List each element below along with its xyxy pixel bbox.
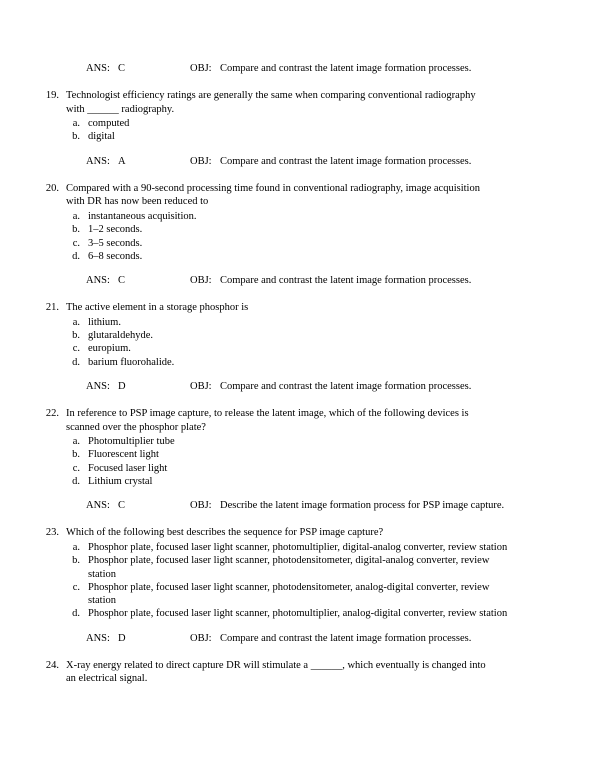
choice-text: barium fluorohalide. — [88, 356, 175, 368]
choice-text: computed — [88, 118, 130, 130]
ans-label: ANS: — [86, 500, 110, 512]
choice-letter: c. — [72, 343, 80, 355]
choice-text: Phosphor plate, focused laser light scanner, photodensitometer, digital-analog converter, review station — [88, 555, 490, 580]
choice-text: Photomultiplier tube — [88, 436, 175, 448]
obj-value: Compare and contrast the latent image formation processes. — [220, 275, 472, 287]
choice-letter: b. — [72, 330, 80, 342]
obj-value: Compare and contrast the latent image formation processes. — [220, 155, 472, 167]
choice-item[interactable] — [44, 329, 556, 342]
question-text: In reference to PSP image capture, to release the latent image, which of the following devices is scanned over the phosphor plate? — [66, 407, 469, 433]
answer-line — [44, 274, 556, 288]
question-number: 21. — [45, 302, 59, 314]
choice-item[interactable] — [44, 554, 556, 581]
obj-label: OBJ: — [190, 155, 212, 167]
ans-label: ANS: — [86, 275, 110, 287]
ans-label: ANS: — [86, 63, 110, 74]
question-number: 19. — [45, 90, 59, 101]
answer-line — [44, 380, 556, 394]
choice-letter: a. — [72, 118, 80, 130]
choice-letter: a. — [72, 436, 80, 448]
answer-line — [44, 62, 556, 76]
choice-item[interactable] — [44, 130, 556, 143]
choice-letter: c. — [72, 581, 80, 593]
choice-list — [44, 435, 556, 488]
question-text: Technologist efficiency ratings are generally the same when comparing conventional radiography with ______ radiography. — [66, 90, 476, 115]
choice-letter: b. — [72, 449, 80, 461]
choice-list — [44, 316, 556, 369]
question-block — [44, 526, 556, 645]
choice-text: Phosphor plate, focused laser light scanner, photomultiplier, analog-digital converter, review station — [88, 608, 508, 620]
obj-value: Compare and contrast the latent image formation processes. — [220, 632, 472, 644]
question-text: X-ray energy related to direct capture DR will stimulate a ______, which eventually is changed into an electrical signal. — [66, 659, 486, 685]
choice-text: 6–8 seconds. — [88, 250, 143, 262]
question-heading — [44, 89, 556, 116]
obj-value: Compare and contrast the latent image formation processes. — [220, 380, 472, 392]
choice-letter: d. — [72, 608, 80, 620]
choice-item[interactable] — [44, 356, 556, 369]
ans-value: D — [118, 380, 126, 392]
choice-letter: d. — [72, 250, 80, 262]
choice-text: Phosphor plate, focused laser light scanner, photomultiplier, digital-analog converter, review station — [88, 541, 508, 553]
choice-item[interactable] — [44, 581, 556, 608]
ans-value: C — [118, 63, 126, 74]
choice-list — [44, 210, 556, 263]
ans-label: ANS: — [86, 632, 110, 644]
question-number: 24. — [45, 659, 59, 671]
choice-text: Lithium crystal — [88, 476, 153, 488]
choice-letter: c. — [72, 462, 80, 474]
ans-label: ANS: — [86, 155, 110, 167]
ans-value: C — [118, 500, 126, 512]
question-number: 22. — [45, 407, 59, 419]
question-heading — [44, 659, 556, 686]
question-block — [44, 407, 556, 513]
question-text: The active element in a storage phosphor is — [66, 302, 249, 314]
answer-line — [44, 499, 556, 513]
question-text: Compared with a 90-second processing time found in conventional radiography, image acquisition with DR has now been reduced to — [66, 182, 480, 208]
choice-item[interactable] — [44, 435, 556, 448]
question-block — [44, 182, 556, 288]
choice-text: instantaneous acquisition. — [88, 210, 197, 222]
choice-text: Focused laser light — [88, 462, 168, 474]
question-block — [44, 301, 556, 394]
choice-letter: a. — [72, 541, 80, 553]
choice-list — [44, 541, 556, 621]
choice-item[interactable] — [44, 475, 556, 488]
choice-item[interactable] — [44, 541, 556, 554]
question-text: Which of the following best describes the sequence for PSP image capture? — [66, 527, 384, 539]
ans-value: C — [118, 275, 126, 287]
choice-item[interactable] — [44, 316, 556, 329]
question-block — [44, 659, 556, 686]
obj-value: Describe the latent image formation process for PSP image capture. — [220, 500, 505, 512]
choice-item[interactable] — [44, 250, 556, 263]
choice-letter: a. — [72, 210, 80, 222]
obj-label: OBJ: — [190, 500, 212, 512]
question-heading — [44, 526, 556, 540]
choice-letter: b. — [72, 555, 80, 567]
choice-text: 1–2 seconds. — [88, 224, 143, 236]
question-heading — [44, 301, 556, 315]
obj-label: OBJ: — [190, 632, 212, 644]
choice-text: Fluorescent light — [88, 449, 159, 461]
choice-text: europium. — [88, 343, 131, 355]
choice-letter: b. — [72, 131, 80, 143]
question-number: 23. — [45, 527, 59, 539]
ans-label: ANS: — [86, 380, 110, 392]
ans-value: A — [118, 155, 126, 167]
answer-line — [44, 632, 556, 646]
choice-text: Phosphor plate, focused laser light scanner, photodensitometer, analog-digital converter, review station — [88, 581, 490, 607]
ans-value: D — [118, 632, 126, 644]
question-number: 20. — [45, 182, 59, 194]
choice-item[interactable] — [44, 237, 556, 250]
choice-item[interactable] — [44, 462, 556, 475]
choice-letter: a. — [72, 316, 80, 328]
choice-item[interactable] — [44, 342, 556, 355]
obj-label: OBJ: — [190, 380, 212, 392]
choice-text: digital — [88, 131, 115, 143]
choice-item[interactable] — [44, 117, 556, 130]
choice-text: glutaraldehyde. — [88, 330, 154, 342]
choice-item[interactable] — [44, 448, 556, 461]
question-heading — [44, 407, 556, 434]
obj-label: OBJ: — [190, 63, 212, 74]
obj-label: OBJ: — [190, 275, 212, 287]
choice-text: 3–5 seconds. — [88, 237, 143, 249]
answer-line — [44, 155, 556, 169]
choice-letter: d. — [72, 476, 80, 488]
choice-item[interactable] — [44, 210, 556, 223]
choice-letter: b. — [72, 224, 80, 236]
choice-text: lithium. — [88, 316, 121, 328]
choice-list — [44, 117, 556, 144]
choice-item[interactable] — [44, 607, 556, 620]
question-block — [44, 89, 556, 169]
choice-item[interactable] — [44, 223, 556, 236]
question-heading — [44, 182, 556, 209]
choice-letter: c. — [72, 237, 80, 249]
choice-letter: d. — [72, 356, 80, 368]
obj-value: Compare and contrast the latent image formation processes. — [220, 63, 472, 74]
